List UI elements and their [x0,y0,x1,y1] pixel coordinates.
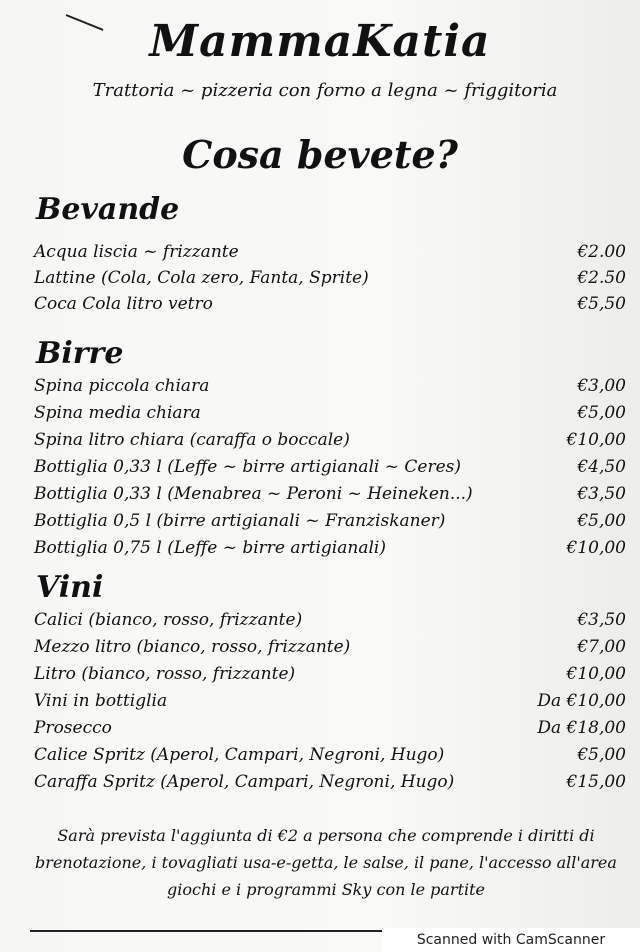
item-name: Lattine (Cola, Cola zero, Fanta, Sprite) [34,268,369,288]
item-price: €3,50 [577,610,626,630]
item-price: €15,00 [566,772,626,792]
item-name: Bottiglia 0,75 l (Leffe ~ birre artigianali) [34,538,386,558]
item-price: €2.50 [577,268,626,288]
item-price: €10,00 [566,664,626,684]
menu-item [34,294,626,320]
menu-headline: Cosa bevete? [182,132,458,177]
item-name: Spina piccola chiara [34,376,210,396]
item-name: Calice Spritz (Aperol, Campari, Negroni, Hugo) [34,745,445,765]
bottom-divider [30,930,386,932]
menu-item [34,745,626,771]
item-name: Litro (bianco, rosso, frizzante) [34,664,296,684]
menu-item [34,511,626,537]
item-name: Spina litro chiara (caraffa o boccale) [34,430,350,450]
item-price: Da €10,00 [537,691,626,711]
section-title-vini: Vini [36,570,104,605]
item-name: Spina media chiara [34,403,201,423]
item-price: €5,00 [577,511,626,531]
item-name: Calici (bianco, rosso, frizzante) [34,610,303,630]
menu-item [34,376,626,402]
item-name: Prosecco [34,718,112,738]
item-name: Bottiglia 0,5 l (birre artigianali ~ Franziskaner) [34,511,446,531]
menu-item [34,403,626,429]
item-price: €2.00 [577,242,626,262]
item-price: €7,00 [577,637,626,657]
section-title-birre: Birre [36,336,124,371]
menu-item [34,637,626,663]
item-price: €10,00 [566,538,626,558]
item-name: Acqua liscia ~ frizzante [34,242,239,262]
item-price: €5,00 [577,745,626,765]
item-price: €5,00 [577,403,626,423]
item-price: Da €18,00 [537,718,626,738]
item-name: Bottiglia 0,33 l (Leffe ~ birre artigianali ~ Ceres) [34,457,462,477]
item-price: €3,00 [577,376,626,396]
restaurant-tagline: Trattoria ~ pizzeria con forno a legna ~ friggitoria [92,80,558,101]
menu-item [34,268,626,294]
menu-item [34,691,626,717]
menu-item [34,457,626,483]
menu-item [34,538,626,564]
menu-item [34,664,626,690]
service-charge-note [18,822,634,903]
item-name: Coca Cola litro vetro [34,294,213,314]
item-price: €3,50 [577,484,626,504]
note-line: Sarà prevista l'aggiunta di €2 a persona che comprende i diritti di [57,826,595,845]
item-name: Bottiglia 0,33 l (Menabrea ~ Peroni ~ Heineken...) [34,484,473,504]
restaurant-name: MammaKatia [149,16,491,67]
note-line: brenotazione, i tovagliati usa-e-getta, le salse, il pane, l'accesso all'area [35,853,617,872]
item-price: €10,00 [566,430,626,450]
section-title-bevande: Bevande [36,192,180,227]
item-name: Vini in bottiglia [34,691,168,711]
menu-item [34,242,626,268]
item-name: Caraffa Spritz (Aperol, Campari, Negroni, Hugo) [34,772,455,792]
menu-item [34,484,626,510]
menu-item [34,430,626,456]
item-price: €4,50 [577,457,626,477]
item-name: Mezzo litro (bianco, rosso, frizzante) [34,637,351,657]
scanner-watermark: Scanned with CamScanner [382,928,640,952]
menu-item [34,718,626,744]
menu-item [34,772,626,798]
note-line: giochi e i programmi Sky con le partite [166,880,486,899]
menu-item [34,610,626,636]
item-price: €5,50 [577,294,626,314]
